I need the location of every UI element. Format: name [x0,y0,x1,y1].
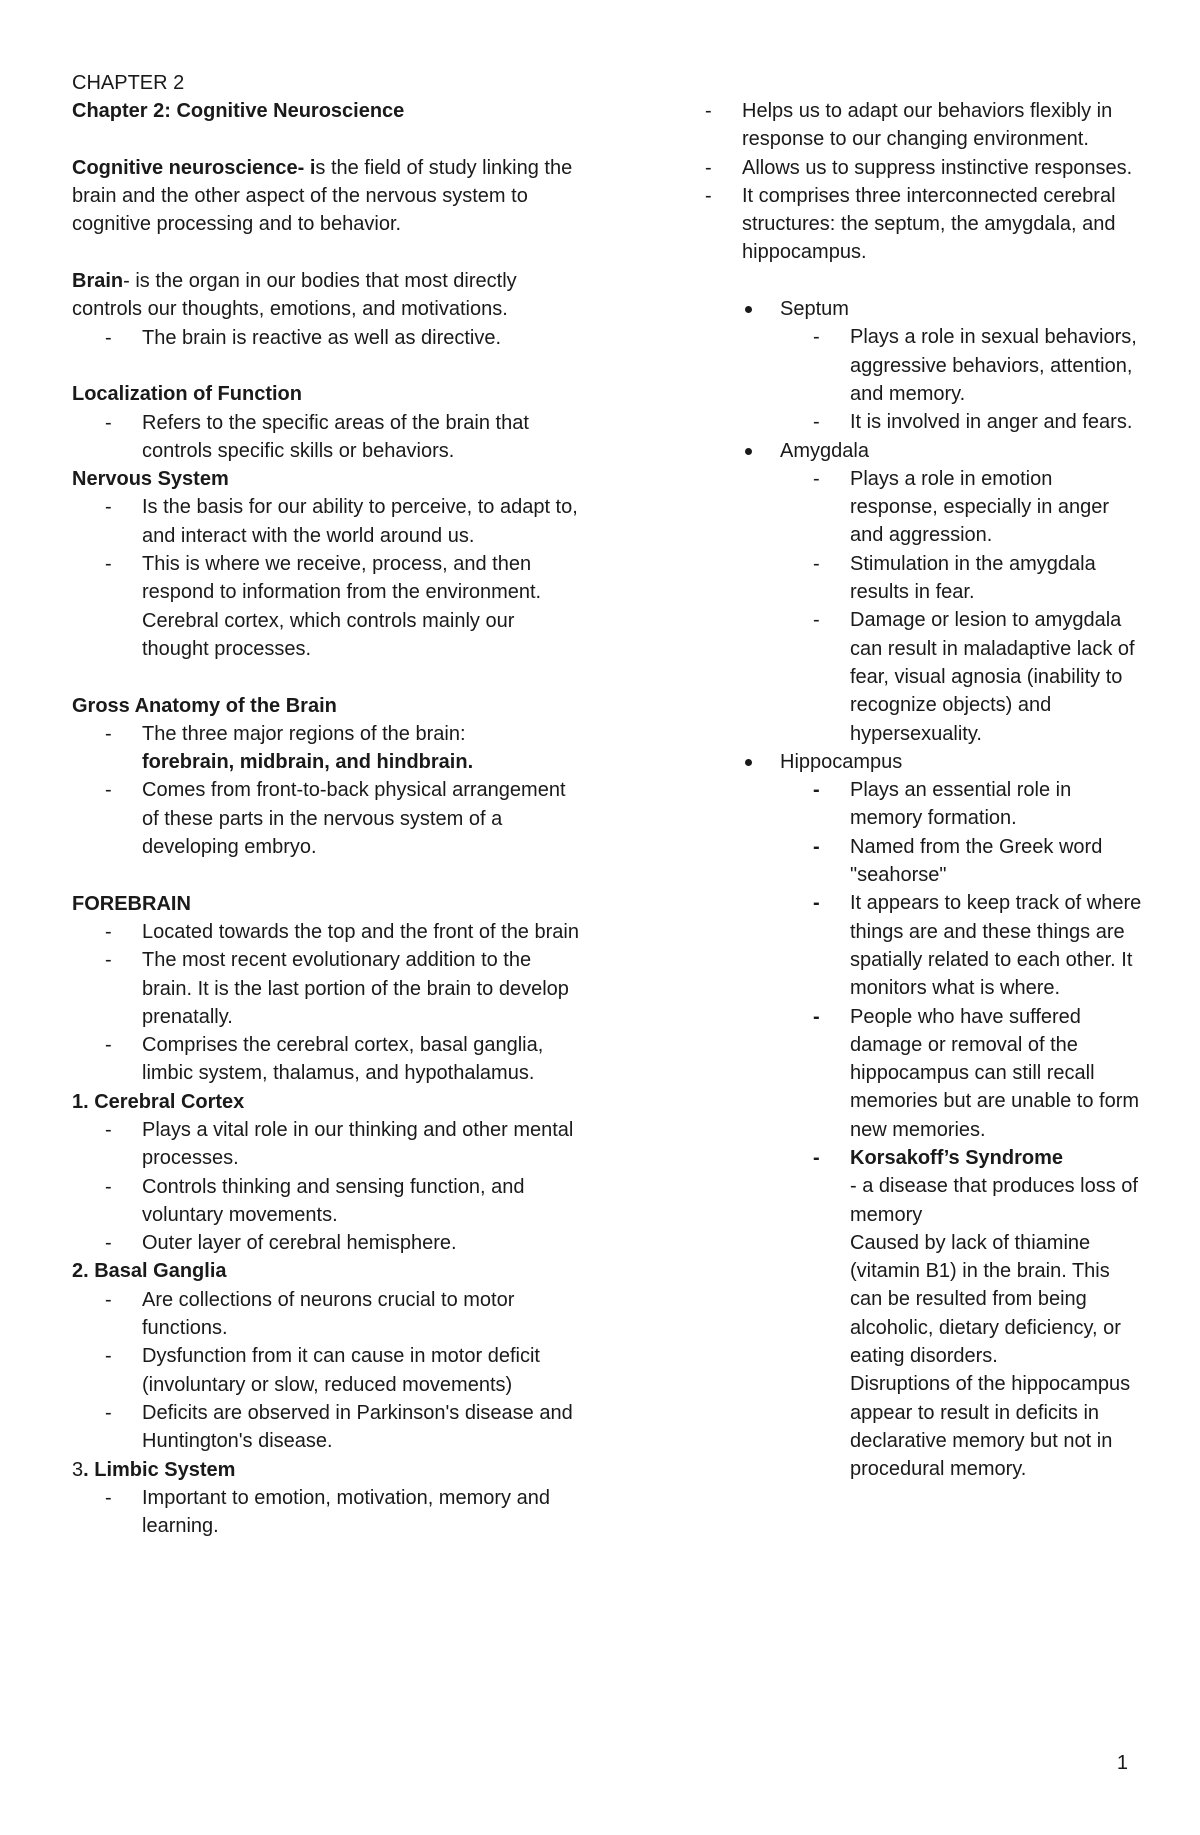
list-item: - The most recent evolutionary addition to the brain. It is the last portion of the brain to develop prenatally. [72,946,582,1031]
section-heading: 1. Cerebral Cortex [72,1090,245,1113]
item-bold-text: forebrain, midbrain, and hindbrain. [142,751,474,774]
definition: - is the organ in our bodies that most directly controls our thoughts, emotions, and motivations. [72,270,517,321]
list-item: - Plays a role in emotion response, especially in anger and aggression. [813,465,1142,550]
page-number: 1 [1116,1752,1128,1774]
list-item: - It comprises three interconnected cerebral structures: the septum, the amygdala, and hippocampus. [672,182,1142,267]
brain-list [72,324,582,352]
limbic-list-continued [672,97,1142,267]
amygdala-block [672,437,1142,748]
continuation-text: Cerebral cortex, which controls mainly our thought processes. [142,609,515,660]
list-item: - Deficits are observed in Parkinson's disease and Huntington's disease. [72,1399,582,1456]
list-item: - This is where we receive, process, and then respond to information from the environment. [72,550,582,607]
right-column [672,97,1142,1484]
item-text: The three major regions of the brain: [142,722,466,745]
chapter-title: Chapter 2: Cognitive Neuroscience [72,100,405,123]
list-item: - Controls thinking and sensing function, and voluntary movements. [72,1173,582,1230]
chapter-label: CHAPTER 2 [72,72,185,94]
list-item: - It is involved in anger and fears. [813,408,1142,436]
list-item: - People who have suffered damage or removal of the hippocampus can still recall memories but are unable to form new memories. [813,1003,1142,1144]
list-item: - Comes from front-to-back physical arrangement of these parts in the nervous system of a developing embryo. [72,776,582,861]
bullet-label: Septum [780,298,849,321]
list-item: - Comprises the cerebral cortex, basal ganglia, limbic system, thalamus, and hypothalamus. [72,1031,582,1088]
term: Brain [72,270,124,293]
bullet-icon [745,759,752,766]
korsakoff-text: - a disease that produces loss of memory [850,1175,1138,1226]
section-heading: 2. Basal Ganglia [72,1260,227,1283]
korsakoff-heading: - Korsakoff’s Syndrome [813,1144,1142,1172]
heading-text: . Limbic System [83,1458,236,1481]
cerebral-cortex-list [72,1116,582,1257]
forebrain-list [72,918,582,1088]
list-item: - Stimulation in the amygdala results in fear. [813,550,1142,607]
septum-block [672,295,1142,436]
list-item: - Dysfunction from it can cause in motor deficit (involuntary or slow, reduced movements) [72,1342,582,1399]
bullet-icon [745,448,752,455]
list-item: - Is the basis for our ability to perceive, to adapt to, and interact with the world around us. [72,493,582,550]
list-item: - Are collections of neurons crucial to motor functions. [72,1286,582,1343]
basal-ganglia-list [72,1286,582,1456]
hippocampus-block [672,748,1142,1484]
list-item: - It appears to keep track of where things are and these things are spatially related to each other. It monitors what is where. [813,889,1142,1002]
list-item: - Refers to the specific areas of the brain that controls specific skills or behaviors. [72,409,582,466]
list-item: - Plays an essential role in memory formation. [813,776,1142,833]
list-item: - Important to emotion, motivation, memory and learning. [72,1484,582,1541]
brain-definition [72,267,582,324]
bullet-label: Hippocampus [780,750,903,773]
korsakoff-text: Caused by lack of thiamine (vitamin B1) in the brain. This can be resulted from being alcoholic, dietary deficiency, or eating disorders. [850,1231,1121,1368]
section-heading: FOREBRAIN [72,892,191,915]
list-item: - Helps us to adapt our behaviors flexibly in response to our changing environment. [672,97,1142,154]
heading-number: 3 [72,1458,84,1481]
hippocampus-list [813,776,1142,1172]
bullet-icon [745,306,752,313]
list-item: - The brain is reactive as well as directive. [72,324,582,352]
cognitive-neuroscience-definition [72,154,582,239]
korsakoff-text: Disruptions of the hippocampus appear to result in deficits in declarative memory but not in procedural memory. [850,1373,1131,1481]
amygdala-list [813,465,1142,748]
definition: s the field of study linking the brain and the other aspect of the nervous system to cognitive processing and to behavior. [72,156,573,236]
nervous-system-list [72,493,582,606]
localization-list [72,409,582,466]
list-item: - Named from the Greek word "seahorse" [813,833,1142,890]
list-item [72,720,582,777]
limbic-system-list [72,1484,582,1541]
list-item: - Allows us to suppress instinctive responses. [672,154,1142,182]
list-item: - Damage or lesion to amygdala can result in maladaptive lack of fear, visual agnosia (inability to recognize objects) and hypersexuality. [813,606,1142,747]
term: Cognitive neuroscience- i [72,156,316,179]
section-heading: Nervous System [72,468,229,491]
list-item: - Plays a vital role in our thinking and other mental processes. [72,1116,582,1173]
list-item: - Outer layer of cerebral hemisphere. [72,1229,582,1257]
section-heading: Localization of Function [72,383,302,406]
gross-anatomy-list [72,720,582,861]
section-heading: Gross Anatomy of the Brain [72,694,337,717]
bullet-label: Amygdala [780,439,869,462]
left-column [72,69,582,1540]
list-item: - Plays a role in sexual behaviors, aggressive behaviors, attention, and memory. [813,323,1142,408]
list-item: - Located towards the top and the front of the brain [72,918,582,946]
section-heading [72,1456,582,1484]
septum-list [813,323,1142,436]
